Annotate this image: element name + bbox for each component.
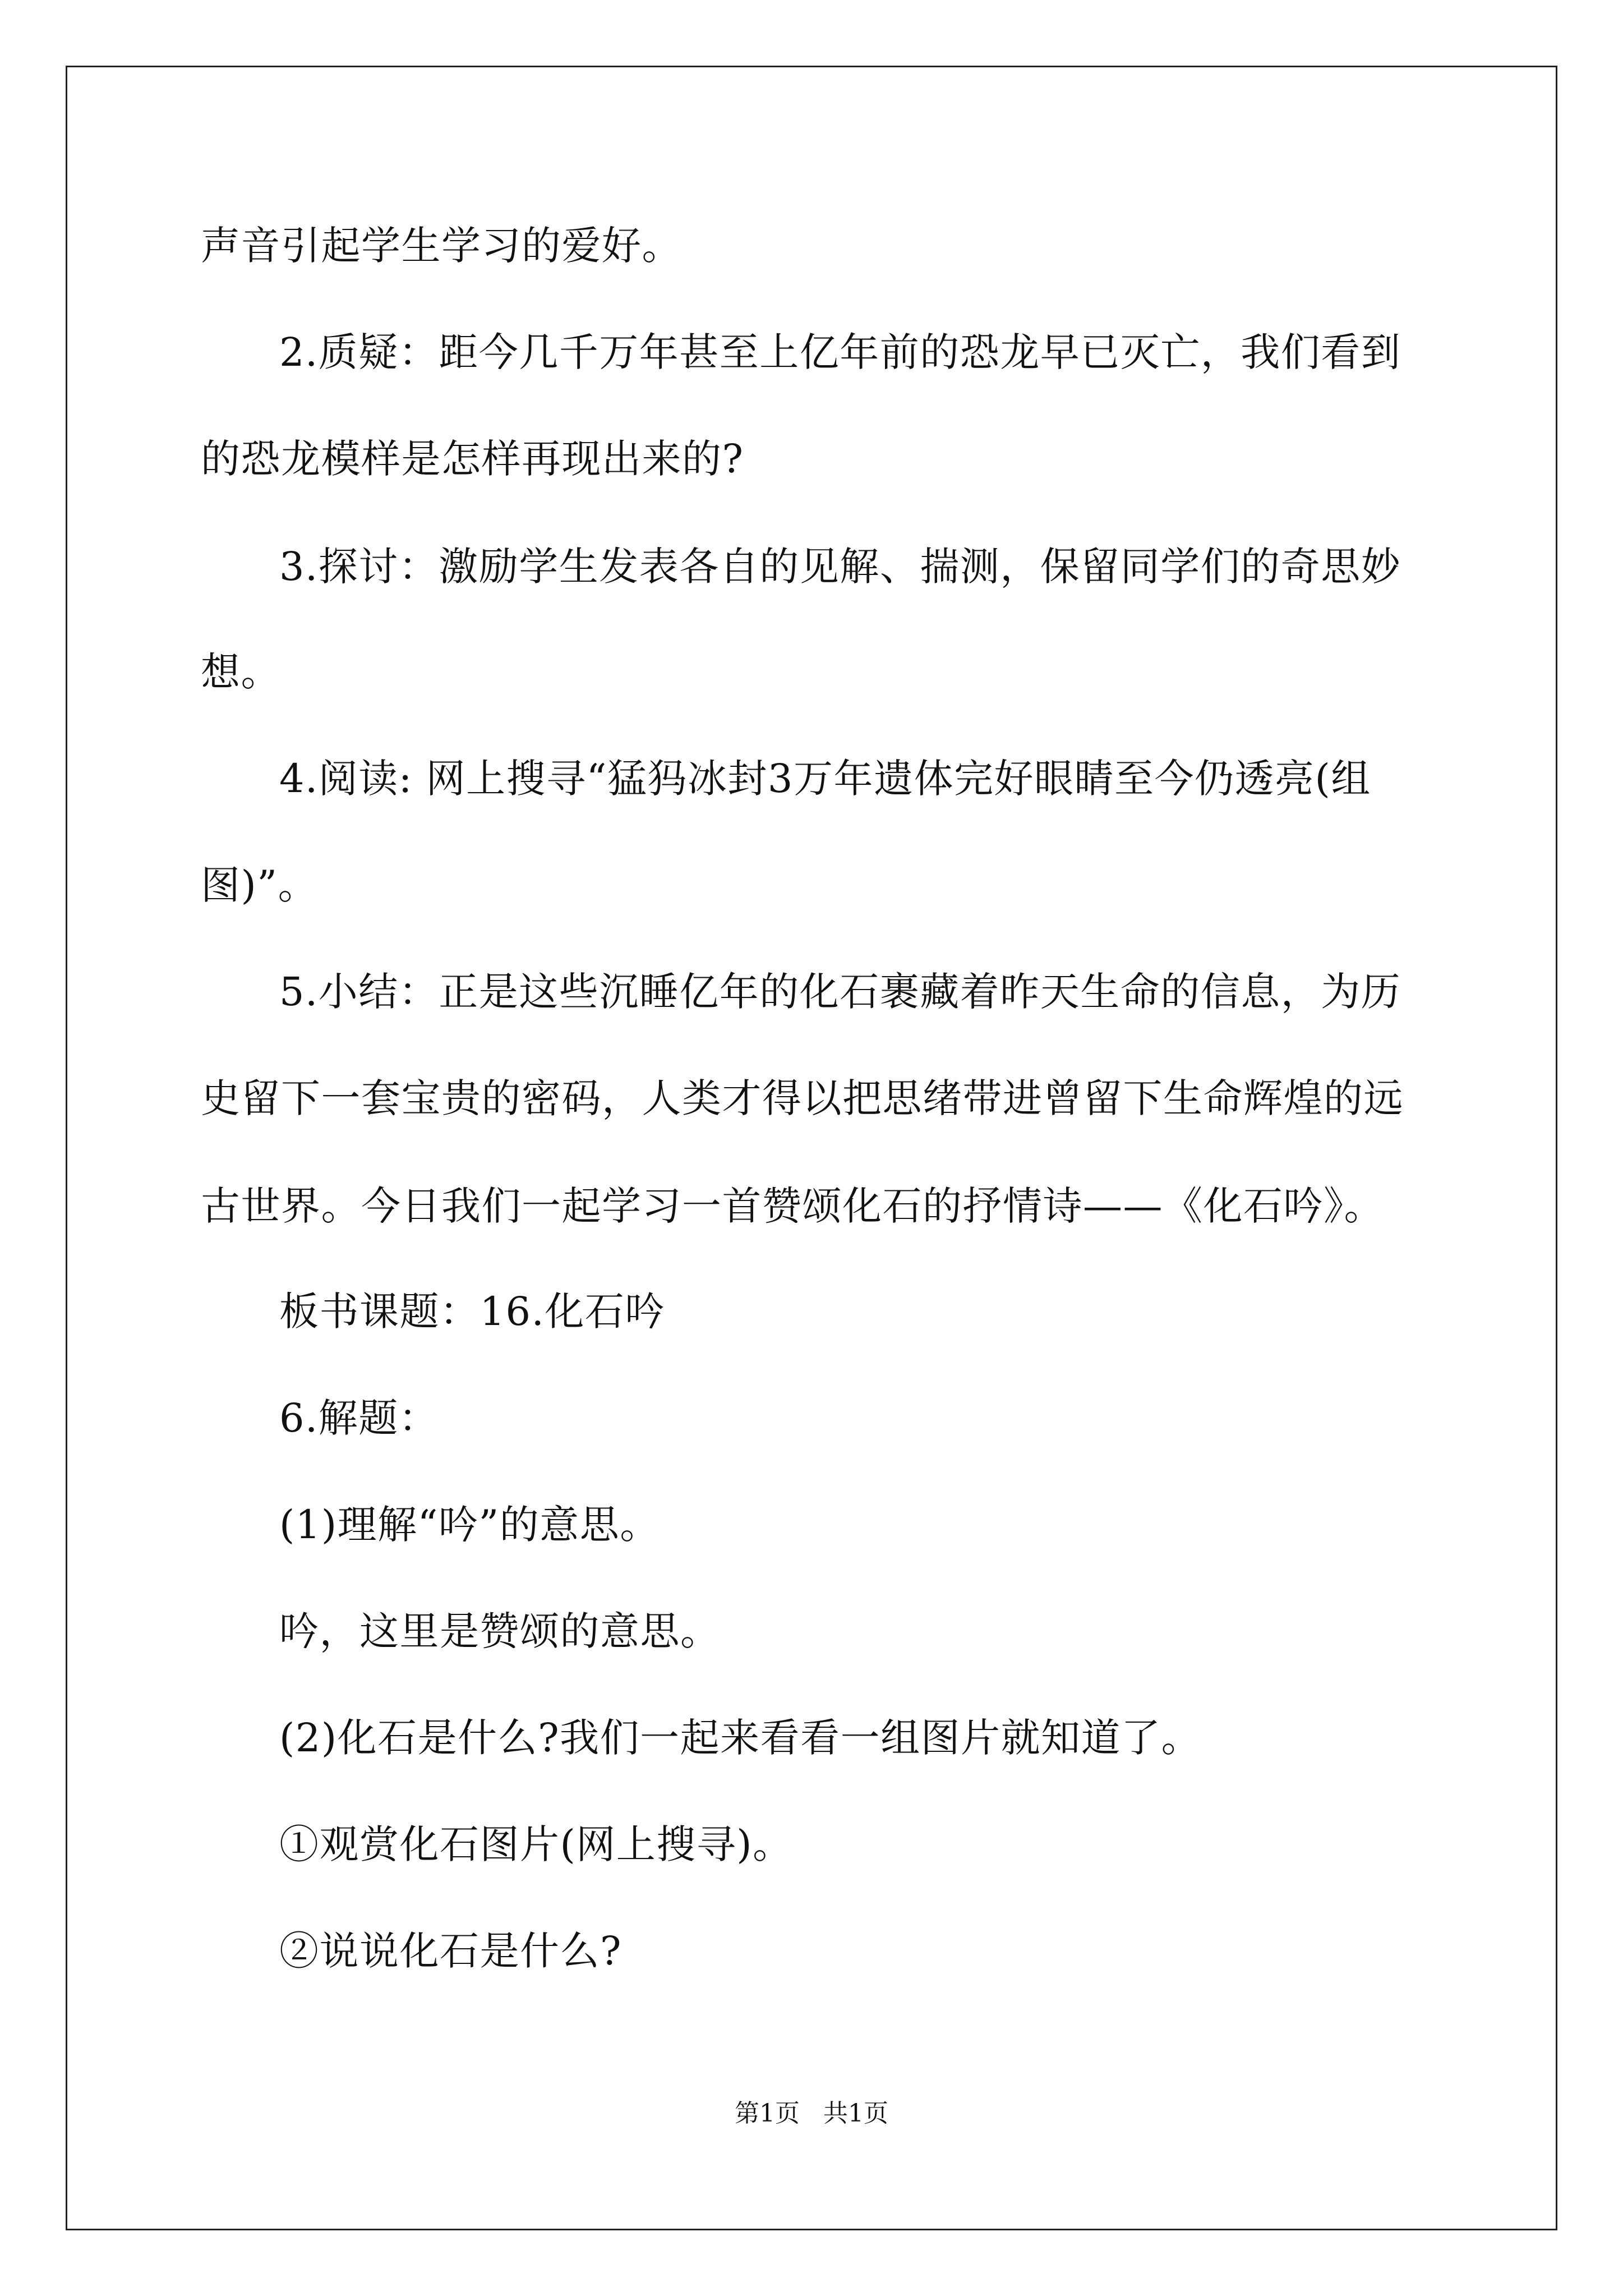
- paragraph-line-5: 想。: [201, 649, 281, 695]
- paragraph-line-14: 吟，这里是赞颂的意思。: [279, 1608, 721, 1654]
- paragraph-line-9: 史留下一套宝贵的密码，人类才得以把思绪带进曾留下生命辉煌的远: [201, 1075, 1404, 1121]
- paragraph-line-1: 声音引起学生学习的爱好。: [201, 223, 682, 269]
- paragraph-line-12: 6.解题：: [279, 1395, 439, 1441]
- paragraph-line-4: 3.探讨：激励学生发表各自的见解、揣测，保留同学们的奇思妙: [279, 544, 1401, 590]
- paragraph-line-6: 4.阅读: 网上搜寻“猛犸冰封3万年遗体完好眼睛至今仍透亮(组: [279, 756, 1371, 802]
- paragraph-line-8: 5.小结：正是这些沉睡亿年的化石裹藏着昨天生命的信息，为历: [279, 969, 1401, 1015]
- paragraph-line-16: ①观赏化石图片(网上搜寻)。: [279, 1821, 793, 1867]
- paragraph-line-2: 2.质疑：距今几千万年甚至上亿年前的恐龙早已灭亡，我们看到: [279, 329, 1401, 375]
- page-border: [66, 66, 1557, 2230]
- paragraph-line-13: (1)理解“吟”的意思。: [279, 1502, 660, 1548]
- paragraph-line-3: 的恐龙模样是怎样再现出来的?: [201, 436, 744, 482]
- paragraph-line-7: 图)”。: [201, 862, 319, 908]
- page-number-footer: 第1页 共1页: [735, 2099, 888, 2128]
- paragraph-line-10: 古世界。今日我们一起学习一首赞颂化石的抒情诗——《化石吟》。: [201, 1183, 1384, 1229]
- paragraph-line-17: ②说说化石是什么?: [279, 1928, 623, 1974]
- board-title-line: 板书课题：16.化石吟: [279, 1289, 665, 1335]
- paragraph-line-15: (2)化石是什么?我们一起来看看一组图片就知道了。: [279, 1715, 1202, 1761]
